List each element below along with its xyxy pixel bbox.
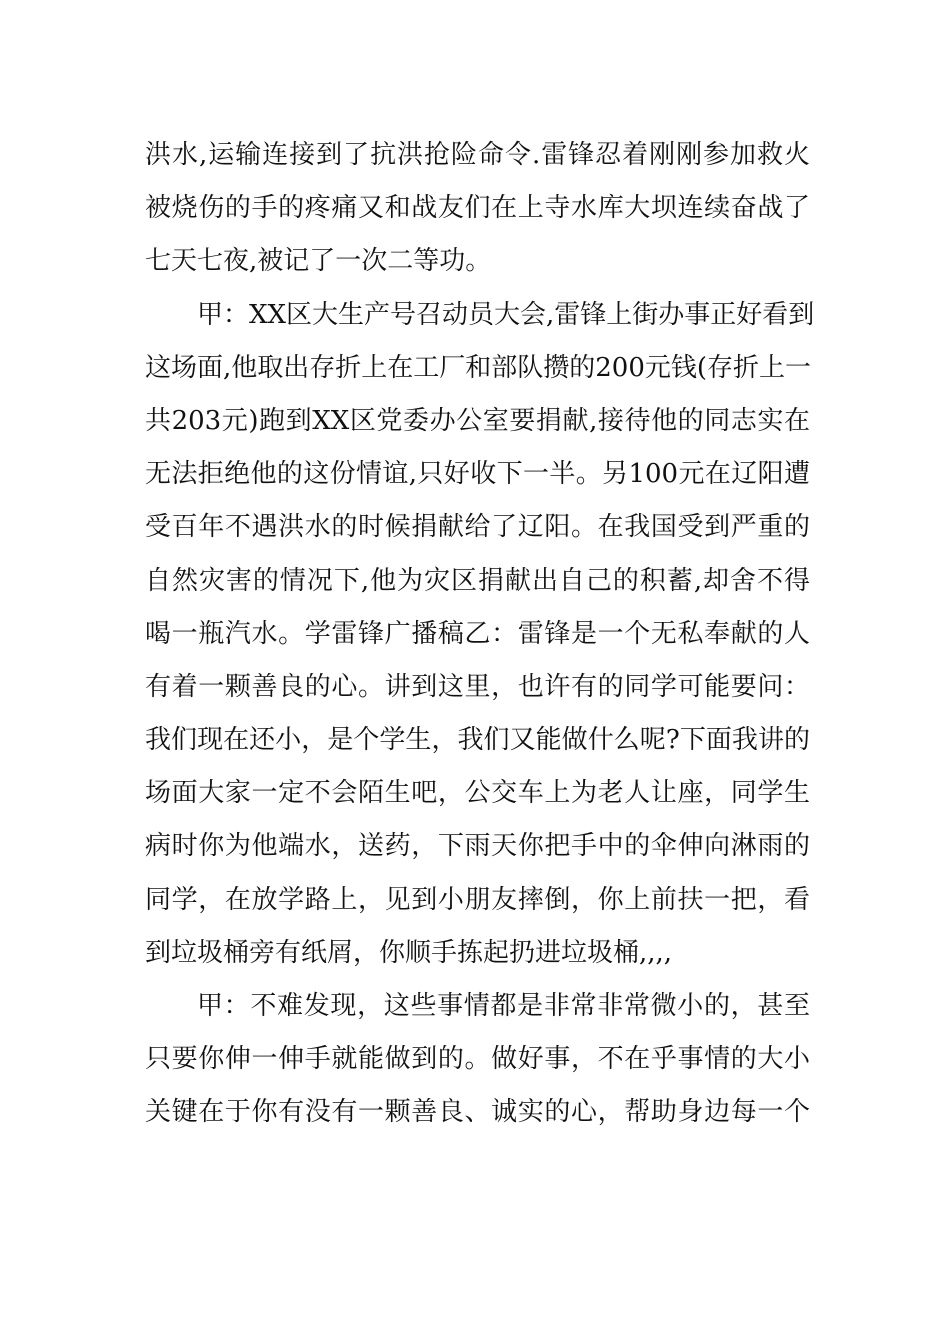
text-line: 甲：XX区大生产号召动员大会,雷锋上街办事正好看到 <box>197 299 815 330</box>
text-line: 喝一瓶汽水。学雷锋广播稿乙：雷锋是一个无私奉献的人 <box>145 618 810 649</box>
text-line: 这场面,他取出存折上在工厂和部队攒的200元钱(存折上一 <box>145 352 812 383</box>
document-body <box>145 129 815 1140</box>
text-line: 被烧伤的手的疼痛又和战友们在上寺水库大坝连续奋战了 <box>145 193 810 224</box>
text-line: 七天七夜,被记了一次二等功。 <box>145 246 492 277</box>
text-line: 关键在于你有没有一颗善良、诚实的心，帮助身边每一个 <box>145 1097 810 1128</box>
text-line: 甲：不难发现，这些事情都是非常非常微小的，甚至 <box>197 991 810 1021</box>
text-line: 共203元)跑到XX区党委办公室要捐献,接待他的同志实在 <box>145 405 810 436</box>
text-line: 有着一颗善良的心。讲到这里，也许有的同学可能要问： <box>145 671 810 702</box>
text-line: 病时你为他端水，送药，下雨天你把手中的伞伸向淋雨的 <box>145 831 810 862</box>
text-line: 我们现在还小，是个学生，我们又能做什么呢?下面我讲的 <box>145 725 810 756</box>
text-line: 到垃圾桶旁有纸屑，你顺手拣起扔进垃圾桶,,,, <box>145 937 673 968</box>
text-line: 无法拒绝他的这份情谊,只好收下一半。另100元在辽阳遭 <box>145 459 810 490</box>
text-line: 洪水,运输连接到了抗洪抢险命令.雷锋忍着刚刚参加救火 <box>145 140 810 170</box>
text-line: 场面大家一定不会陌生吧，公交车上为老人让座，同学生 <box>145 778 810 809</box>
text-line: 同学，在放学路上，见到小朋友摔倒，你上前扶一把，看 <box>145 884 810 915</box>
text-line: 只要你伸一伸手就能做到的。做好事，不在乎事情的大小 <box>145 1044 810 1075</box>
text-line: 自然灾害的情况下,他为灾区捐献出自己的积蓄,却舍不得 <box>145 565 810 596</box>
text-line: 受百年不遇洪水的时候捐献给了辽阳。在我国受到严重的 <box>145 512 810 543</box>
